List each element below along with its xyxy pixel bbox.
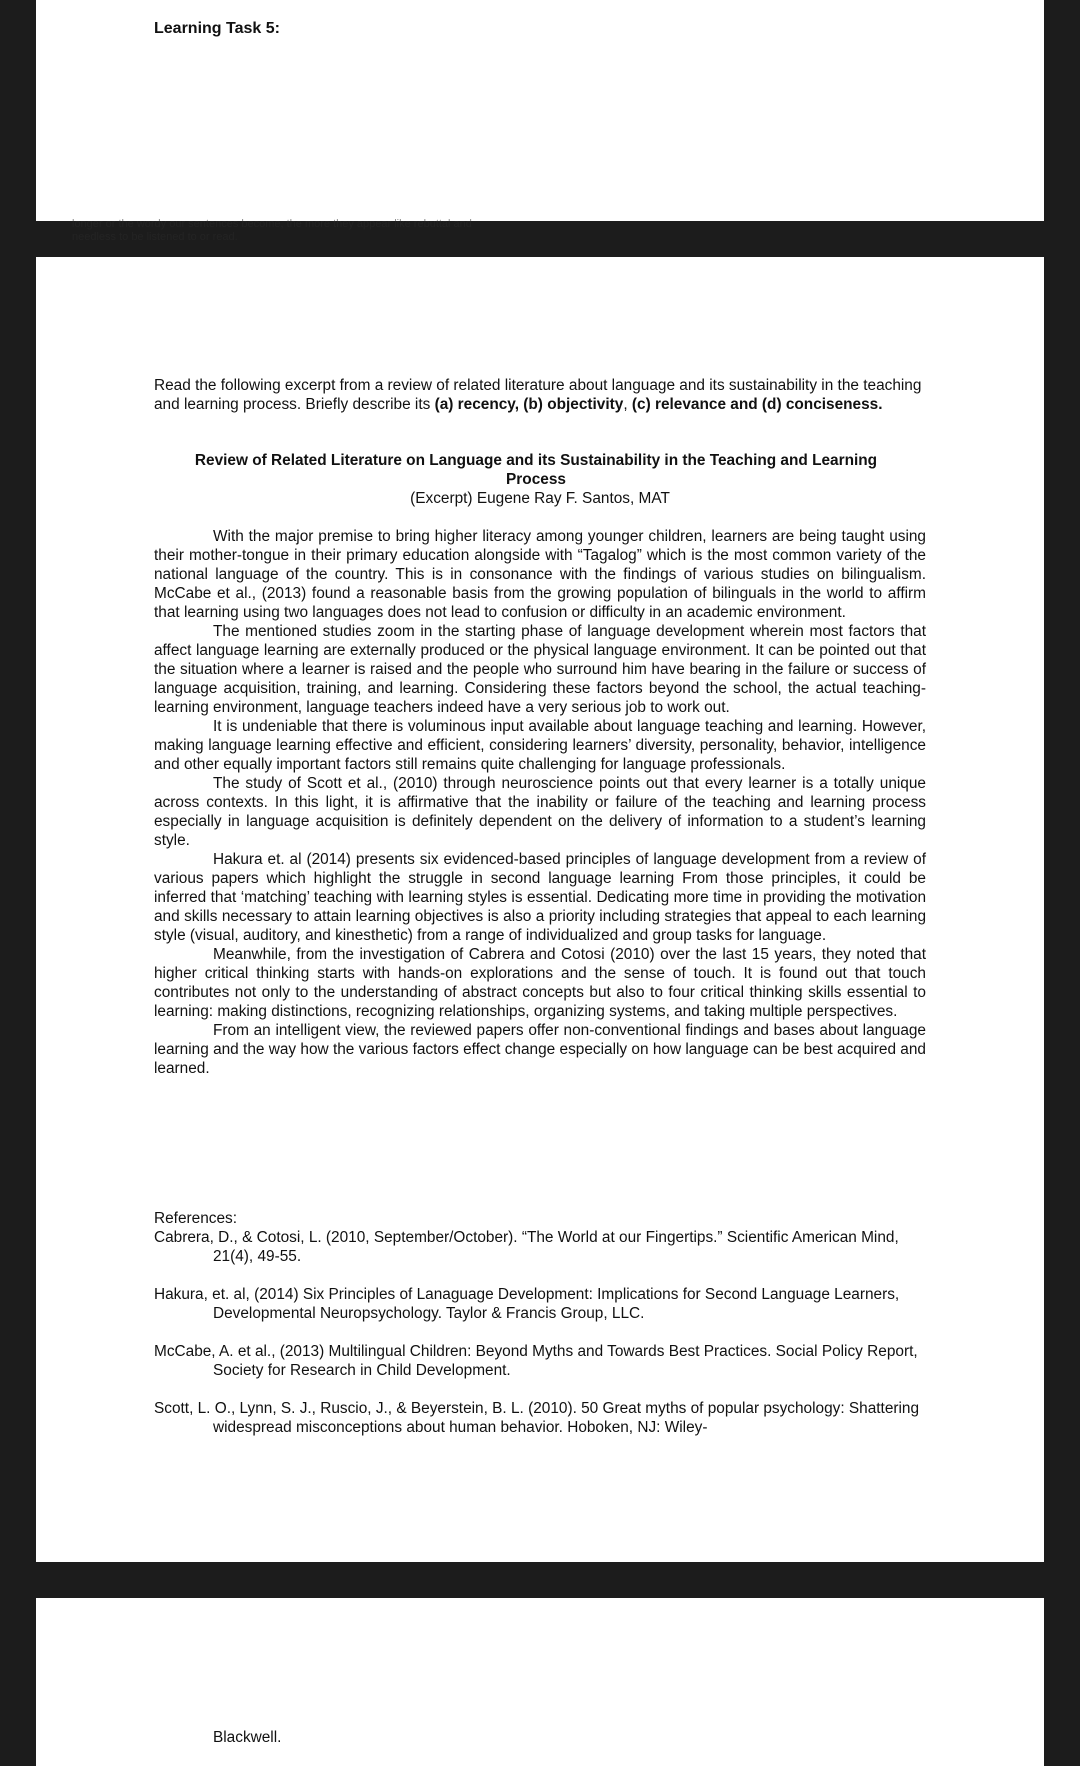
page-3 [36,1598,1044,1766]
instruction-text: Read the following excerpt from a review of related literature about language and its sustainability in the teaching and learning process. Briefly describe its [154,377,922,413]
instruction-bold-1: (a) recency, (b) objectivity [434,396,624,413]
byline: (Excerpt) Eugene Ray F. Santos, MAT [410,490,670,507]
instruction [154,376,926,414]
paragraph: The mentioned studies zoom in the starting phase of language development wherein most factors that affect language learning are externally produced or the physical language environment. It can be pointed out that the situation where a learner is raised and the people who surround him have bearing in the failure or success of language acquisition, training, and learning. Considering these factors beyond the school, the actual teaching-learning environment, language teachers indeed have a very serious job to work out. [154,623,926,716]
excerpt-body [154,527,926,1078]
paragraph: The study of Scott et al., (2010) through neuroscience points out that every learner is a totally unique across contexts. In this light, it is affirmative that the inability or failure of the teaching and learning process especially in language acquisition is definitely dependent on the delivery of information to a student’s learning style. [154,775,926,849]
references [154,1209,926,1456]
paragraph: Hakura et. al (2014) presents six evidenced-based principles of language development from a review of various papers which highlight the struggle in second language learning From those principles, it could be inferred that ‘matching’ teaching with learning styles is essential. Dedicating more time in providing the motivation and skills necessary to attain learning objectives is also a priority including strategies that appeal to each learning style (visual, auditory, and kinesthetic) from a range of individualized and group tasks for language. [154,851,926,944]
reference-item: McCabe, A. et al., (2013) Multilingual Children: Beyond Myths and Towards Best Practices. Social Policy Report, Society for Research in Child Development. [154,1343,918,1379]
faded-underlying-text: longer or the wordy our sentences become, the more they appear like rebuttal and needless to be listened to or read. [72,218,472,243]
reference-item: Cabrera, D., & Cotosi, L. (2010, September/October). “The World at our Fingertips.” Scientific American Mind, 21(4), 49-55. [154,1229,899,1265]
references-label: References: [154,1210,237,1227]
reference-item: Hakura, et. al, (2014) Six Principles of Lanaguage Development: Implications for Second Language Learners, Developmental Neuropsychology. Taylor & Francis Group, LLC. [154,1286,900,1322]
page-1 [36,0,1044,221]
paragraph: From an intelligent view, the reviewed papers offer non-conventional findings and bases about language learning and the way how the various factors effect change especially on how language can be best acquired and learned. [154,1022,926,1077]
paragraph: It is undeniable that there is voluminous input available about language teaching and learning. However, making language learning effective and efficient, considering learners’ diversity, personality, behavior, intelligence and other equally important factors still remains quite challenging for language professionals. [154,718,926,773]
document-title: Review of Related Literature on Language and its Sustainability in the Teaching and Learning Process [194,452,878,488]
paragraph: Meanwhile, from the investigation of Cabrera and Cotosi (2010) over the last 15 years, they noted that higher critical thinking starts with hands-on explorations and the sense of touch. It is found out that touch contributes not only to the understanding of abstract concepts but also to four critical thinking skills essential to learning: making distinctions, recognizing relationships, organizing systems, and taking multiple perspectives. [154,946,926,1020]
instruction-bold-2: (c) relevance and (d) conciseness. [631,396,883,413]
learning-task-heading: Learning Task 5: [154,20,280,37]
reference-item: Scott, L. O., Lynn, S. J., Ruscio, J., & Beyerstein, B. L. (2010). 50 Great myths of popular psychology: Shattering widespread misconceptions about human behavior. Hoboken, NJ: Wiley- [154,1400,920,1436]
page-2 [36,257,1044,1562]
paragraph: With the major premise to bring higher literacy among younger children, learners are being taught using their mother-tongue in their primary education alongside with “Tagalog” which is the most common variety of the national language of the country. This is in consonance with the findings of various studies on bilingualism. McCabe et al., (2013) found a reasonable basis from the growing population of bilinguals in the world to affirm that learning using two languages does not lead to confusion or difficulty in an academic environment. [154,528,926,621]
reference-continuation: Blackwell. [213,1729,282,1746]
instruction-sep: , [623,396,632,413]
